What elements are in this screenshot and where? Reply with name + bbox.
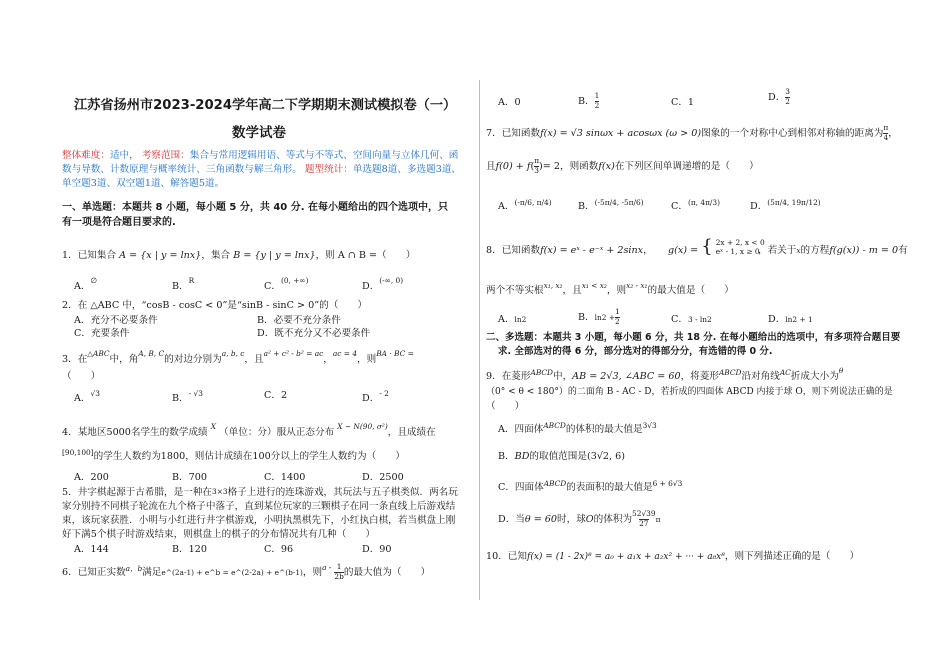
q6-d-label: D．	[768, 91, 786, 103]
q9-condition: AB = 2√3, ∠ABC = 60	[572, 371, 681, 382]
q9-c: ，将菱形	[680, 371, 719, 382]
q8-c: ，若关于	[758, 245, 797, 256]
q5-grid: 3×3	[212, 487, 228, 496]
q3-b: 中，角	[109, 354, 139, 365]
question-2-stem: 2．在 △ABC 中，“cosB - cosC < 0”是“sinB - sinC > 0”的（ ）	[62, 300, 368, 311]
q4-option-d[interactable]: D．2500	[362, 472, 404, 483]
q8-line-2d: 的最大值是（ ）	[647, 285, 734, 296]
q6-d-fraction	[785, 88, 790, 107]
q8-line-2a: 两个不等实根	[486, 285, 544, 296]
q3-option-b[interactable]	[172, 389, 203, 405]
q6-b: 满足	[142, 567, 162, 578]
q8-a-label: A．	[498, 314, 515, 325]
q8-d: 的方程	[800, 245, 830, 256]
q1-d-label: D．	[362, 281, 380, 292]
q2-option-b[interactable]: B．必要不充分条件	[257, 315, 341, 326]
q3-option-c[interactable]	[264, 389, 287, 402]
section-1-header-line-2: 有一项是符合题目要求的.	[62, 217, 176, 228]
q8-stem-tail	[758, 244, 908, 257]
q3-option-d[interactable]	[362, 389, 389, 405]
q5-option-a[interactable]: A．144	[74, 544, 109, 555]
stats-label: 题型统计：	[304, 164, 353, 175]
overview-line-1	[62, 149, 458, 162]
q9-d-num: 52√39	[632, 509, 656, 518]
q7-a-label: A．	[498, 201, 515, 212]
q8-c-value: 3 - ln2	[687, 315, 712, 324]
q3-d: ，且	[244, 354, 264, 365]
q4-a: 4．某地区5000名学生的数学成绩	[62, 427, 208, 438]
q2-option-a[interactable]: A．充分不必要条件	[74, 315, 158, 326]
q8-order: x₁ < x₂	[581, 281, 607, 290]
q6-frac-den: 2b	[334, 572, 344, 582]
q8-line-2b: ，且	[562, 285, 582, 296]
q2-option-d[interactable]: D．既不充分又不必要条件	[257, 328, 371, 339]
q10-b: ，则下列描述正确的是（ ）	[724, 551, 860, 562]
q4-distribution: X ~ N(90, σ²)	[337, 422, 388, 431]
q7-a: 7．已知函数	[486, 127, 541, 139]
scope-line-1: 集合与常用逻辑用语、等式与不等式、空间向量与立体几何、函	[189, 150, 459, 161]
q6-d: 的最大值为（ ）	[343, 567, 431, 578]
q7-c-value: (π, 4π/3)	[687, 198, 721, 207]
q6-vars: a，b	[125, 564, 143, 573]
q7-fx: f(x)	[598, 160, 615, 172]
q9-a-shape: ABCD	[543, 421, 566, 430]
question-7-stem	[486, 124, 898, 143]
q6-option-c[interactable]: C．1	[671, 97, 695, 108]
q9-d-fraction	[632, 510, 656, 529]
q8-b-num: 1	[615, 307, 620, 316]
q3-b-value: - √3	[188, 389, 203, 398]
q5-option-b[interactable]: B．120	[172, 544, 207, 555]
q1-end: ，则 A ∩ B =（ ）	[315, 250, 416, 261]
q3-triangle: △ABC	[87, 349, 110, 358]
q9-d-theta: θ = 60	[524, 513, 558, 525]
q1-c-value: (0, +∞)	[280, 276, 309, 285]
difficulty-label: 整体难度：	[62, 150, 110, 161]
q8-b: ，	[643, 245, 653, 256]
q1-a-value: ∅	[90, 276, 97, 285]
q8-case-1: 2x + 2, x < 0	[715, 238, 765, 247]
q3-condition: a² + c² - b² = ac	[263, 349, 324, 358]
q6-b-label: B．	[578, 95, 595, 107]
q8-b-value: ln2 +	[594, 312, 616, 322]
q5-option-d[interactable]: D．90	[362, 544, 392, 555]
q5-option-c[interactable]: C．96	[264, 544, 294, 555]
q8-d-label: D．	[768, 314, 786, 325]
q4-interval: [90,100]	[62, 448, 94, 457]
q3-paren: （ ）	[62, 371, 101, 382]
q9-d: 沿对角线	[741, 371, 780, 382]
q8-equation: f(g(x)) - m = 0	[829, 245, 899, 256]
q9-theta: θ	[838, 366, 844, 375]
question-1-stem	[62, 249, 415, 262]
q1-option-c[interactable]	[264, 276, 308, 293]
q9-d-den: 27	[639, 519, 649, 528]
q8-diff: x₂ - x₁	[626, 281, 648, 290]
q8-b-fraction	[615, 308, 620, 327]
question-10-stem	[486, 550, 859, 564]
q3-a: 3．在	[62, 354, 88, 365]
question-4-stem-line-1	[62, 422, 436, 439]
stats-line-1: 单选题8道、多选题3道、	[352, 164, 462, 175]
q7-option-a[interactable]	[498, 198, 552, 213]
q3-c-value: 2	[280, 390, 288, 401]
q1-option-b[interactable]	[172, 276, 194, 293]
q6-condition: e^(2a-1) + e^b = e^(2-2a) + e^(b-1)	[161, 568, 303, 577]
q4-c: ，且成绩在	[387, 427, 436, 438]
stats-line-2: 单空题3道、双空题1道、解答题5道。	[62, 178, 225, 189]
q7-d-value: (5π/4, 19π/12)	[767, 198, 821, 207]
q9-c-pre: C．四面体	[498, 482, 544, 493]
q1-b-value: R	[188, 276, 195, 285]
q7-option-d[interactable]	[750, 198, 821, 213]
q5-line-1b: 格子上进行的连珠游戏，其玩法与五子棋类似．两名玩	[227, 487, 458, 498]
q6-fraction	[334, 563, 343, 582]
q1-num: 1．已知集合	[62, 250, 117, 261]
q7-e: 在下列区间单调递增的是（ ）	[614, 160, 759, 172]
q7-c-label: C．	[671, 201, 688, 212]
q7-b-label: B．	[578, 201, 595, 212]
q8-var: x	[796, 246, 801, 255]
q7-b: 图象的一个对称中心到相邻对称轴的距离为	[701, 127, 884, 139]
q4-b: （单位：分）服从正态分布	[219, 427, 335, 438]
q1-b-label: B．	[172, 281, 189, 292]
q8-piecewise	[668, 238, 765, 256]
q4-option-a[interactable]: A．200	[74, 472, 109, 483]
q7-cond-den: 3	[534, 166, 539, 175]
q8-d-value: ln2 + 1	[785, 315, 813, 324]
q9-b-post: 的取值范围是	[529, 451, 587, 462]
q6-option-d[interactable]	[768, 88, 790, 107]
q1-set-a: A = {x | y = lnx}	[119, 250, 202, 261]
q8-b-den: 2	[615, 317, 620, 326]
question-7-condition: 且f(0) + f( $\frac{\pi}{3}$ )= 2，则函数f(x)在下列区间单调递增的是（ ）	[486, 156, 759, 175]
q9-option-c[interactable]	[498, 479, 682, 494]
q3-f: ，则	[357, 354, 377, 365]
q3-a-label: A．	[74, 393, 91, 404]
q10-a: 10．已知	[486, 551, 527, 562]
q9-d-tail: 的体积为	[593, 513, 633, 525]
section-2-header-line-2: 求. 全部选对的得 6 分，部分选对的得部分分，有选错的得 0 分.	[498, 346, 773, 357]
q9-option-b[interactable]	[498, 450, 625, 463]
q8-c-label: C．	[671, 314, 688, 325]
question-3-stem	[62, 349, 414, 366]
q8-b-label: B．	[578, 311, 595, 323]
q9-b-pre: B．	[498, 451, 515, 462]
q8-brace: {	[701, 236, 713, 257]
q8-line-2c: ，则	[606, 285, 627, 296]
q9-a-value: 3√3	[642, 421, 657, 430]
q1-d-value: (-∞, 0)	[379, 276, 404, 285]
q7-option-c[interactable]	[671, 198, 720, 213]
q6-b-fraction	[595, 92, 600, 111]
q8-case-2: eˣ - 1, x ≥ 0	[715, 247, 760, 256]
q8-option-b[interactable]	[578, 308, 620, 327]
question-5-line-2: 家分别持不同棋子轮流在九个格子中落子，直到某位玩家的三颗棋子在同一条直线上后游戏结	[62, 501, 456, 512]
q9-c-value: 6 + 6√3	[652, 479, 683, 488]
q7-cond-fraction	[534, 157, 539, 176]
q6-c: ，则	[302, 567, 323, 578]
q1-set-b: B = {y | y = lnx}	[233, 250, 316, 261]
q9-shape: ABCD	[530, 368, 553, 377]
q7-cond-num: π	[534, 156, 540, 165]
q3-d-value: - 2	[379, 389, 389, 398]
question-5-line-1	[62, 486, 458, 499]
q9-e: 折成大小为	[790, 371, 839, 382]
q9-d-o: O	[585, 513, 594, 525]
q8-option-d[interactable]	[768, 313, 813, 326]
q1-option-d[interactable]	[362, 276, 403, 293]
q7-dist-num: π	[883, 123, 889, 132]
overview-line-2	[62, 163, 461, 176]
q9-d-pre: D．当	[498, 513, 525, 525]
q7-function: f(x) = √3 sinωx + acosωx (ω > 0)	[540, 127, 702, 139]
section-2-header-line-1: 二、多选题：本题共 3 小题，每小题 6 分，共 18 分. 在每小题给出的选项中，有多项符合题目要	[486, 332, 901, 343]
q6-d-num: 3	[785, 87, 790, 96]
q4-d: 的学生人数约为1800，则估计成绩在100分以上的学生人数约为（ ）	[93, 451, 405, 462]
q9-d-pi: π	[655, 514, 661, 524]
question-8-line-2	[486, 281, 734, 297]
question-9-line-2: （0° < θ < 180°）的二面角 B - AC - D，若折成的四面体 ABCD 内接于球 O，则下列说法正确的是	[486, 387, 893, 397]
q8-option-a[interactable]	[498, 313, 526, 326]
q7-b-value: (-5π/4, -5π/6)	[594, 198, 644, 207]
q8-function: f(x) = eˣ - e⁻ˣ + 2sinx	[540, 245, 644, 256]
section-1-header-line-1: 一、单选题：本题共 8 小题，每小题 5 分，共 40 分. 在每小题给出的四个选项中，只	[62, 202, 449, 213]
q6-expr: a -	[322, 563, 332, 572]
q6-b-num: 1	[594, 91, 600, 100]
q7-a-value: (-π/6, π/4)	[514, 198, 552, 207]
q1-c-label: C．	[264, 281, 281, 292]
q6-frac-num: 1	[336, 562, 342, 572]
q8-option-c[interactable]	[671, 313, 712, 326]
q8-a: 8．已知函数	[486, 245, 541, 256]
column-divider	[479, 80, 480, 600]
q6-d-den: 2	[785, 97, 790, 106]
scope-line-2: 数与导数、计数原理与概率统计、三角函数与解三角形。	[62, 164, 302, 175]
exam-title: 江苏省扬州市2023-2024学年高二下学期期末测试模拟卷（一）	[74, 98, 457, 113]
question-9-line-3: （ ）	[486, 401, 525, 412]
q9-option-d[interactable]	[498, 510, 660, 529]
q7-condition: f(0) + f	[495, 160, 531, 172]
q3-a-value: √3	[90, 389, 100, 398]
q9-a: 9．在菱形	[486, 371, 531, 382]
q3-d-label: D．	[362, 393, 380, 404]
q8-e: 有	[898, 245, 908, 256]
q9-option-a[interactable]	[498, 421, 657, 436]
q3-e: ，	[323, 354, 333, 365]
q4-var: X	[210, 422, 216, 431]
q3-condition-2: ac = 4	[332, 349, 358, 358]
q5-line-1a: 5．井字棋起源于古希腊，是一种在	[62, 487, 213, 498]
scope-label: 考察范围：	[141, 150, 190, 161]
q8-g-def: g(x) =	[668, 245, 699, 256]
q3-b-label: B．	[172, 393, 189, 404]
q9-a-post: 的体积的最大值是	[565, 424, 643, 435]
q3-ask: BA · BC =	[376, 349, 414, 358]
question-4-stem-line-2	[62, 448, 405, 463]
q9-b: 中，	[552, 371, 573, 382]
q7-d: ，则函数	[560, 160, 599, 172]
q8-roots: x₁, x₂	[543, 281, 563, 290]
q9-a-pre: A．四面体	[498, 424, 544, 435]
q3-c-label: C．	[264, 390, 281, 401]
question-5-line-4: 好下满5个棋子时游戏结束，则棋盘上的棋子的分布情况共有几种（ ）	[62, 529, 376, 540]
q4-option-c[interactable]: C．1400	[264, 472, 306, 483]
exam-subtitle: 数学试卷	[232, 125, 286, 141]
q9-shape-2: ABCD	[718, 368, 742, 377]
q4-option-b[interactable]: B．700	[172, 472, 207, 483]
q3-option-a[interactable]	[74, 389, 100, 405]
q9-b-bd: BD	[514, 451, 530, 462]
q6-option-a[interactable]: A．0	[498, 97, 521, 108]
q8-a-value: ln2	[514, 315, 527, 324]
question-9-stem	[486, 366, 843, 383]
q9-c-shape: ABCD	[543, 479, 567, 488]
q9-d-post: 时，球	[557, 513, 586, 525]
q1-a-label: A．	[74, 281, 91, 292]
question-5-line-3: 束，该玩家获胜．小明与小红进行井字棋游戏，小明执黑棋先下，小红执白棋，若当棋盘上刚	[62, 515, 456, 526]
q7-d-label: D．	[750, 201, 768, 212]
q7-c: ，	[888, 127, 898, 139]
difficulty-value: 适中，	[109, 150, 139, 161]
q3-sides: a, b, c	[221, 349, 245, 358]
question-6-stem	[62, 563, 430, 582]
q10-function: f(x) = (1 - 2x)⁸ = a₀ + a₁x + a₂x² + ··· + a₈x⁸	[527, 552, 725, 562]
q9-diagonal: AC	[779, 368, 791, 377]
q7-dist-den: 4	[883, 133, 889, 142]
q7-option-b[interactable]	[578, 198, 644, 213]
q9-c-post: 的表面积的最大值是	[566, 482, 653, 493]
q2-option-c[interactable]: C．充要条件	[74, 328, 130, 339]
q7-cond-pre: 且	[486, 160, 496, 172]
q6-a: 6．已知正实数	[62, 567, 126, 578]
question-8-stem	[486, 244, 653, 257]
q9-b-value: (3√2, 6)	[586, 451, 625, 462]
q3-c: 的对边分别为	[164, 354, 222, 365]
q1-option-a[interactable]	[74, 276, 97, 293]
q1-mid: ，集合	[201, 250, 231, 261]
q6-b-den: 2	[594, 101, 600, 110]
q6-option-b[interactable]	[578, 92, 599, 111]
q7-cond-end: = 2	[542, 160, 560, 172]
q3-angles: A, B, C	[138, 349, 165, 358]
